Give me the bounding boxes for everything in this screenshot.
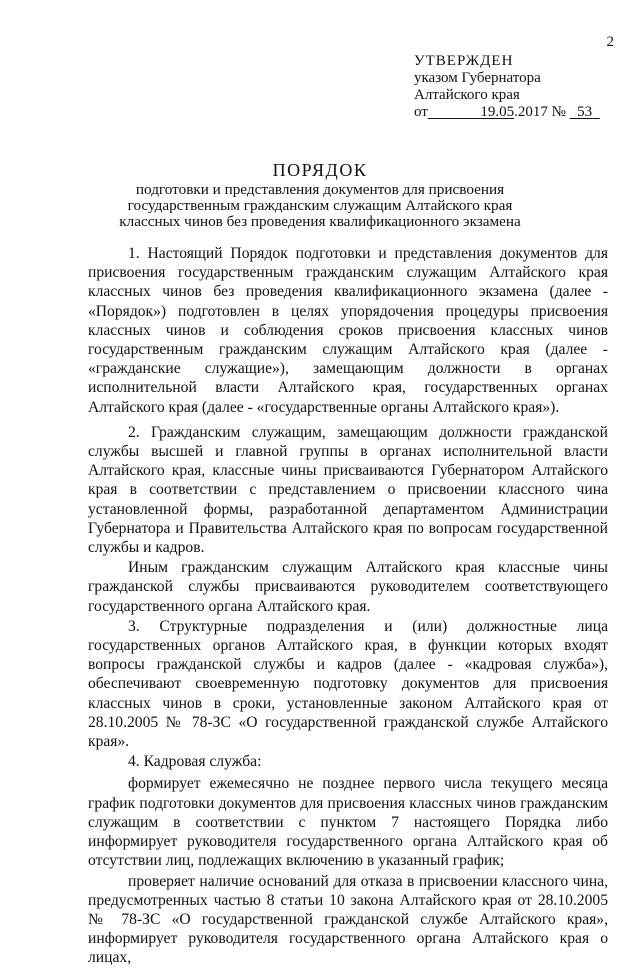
approval-date [428,104,514,120]
subtitle-line-1: подготовки и представления документов для присвоения [135,181,505,198]
paragraph-4-heading: 4. Кадровая служба: [128,753,262,771]
paragraph-4-item-2: проверяет наличие оснований для отказа в присвоении классного чина, предусмотренных частью 8 статьи 10 закона Алтайского края от 28.10.2005 № 78-ЗС «О государственной гражданской службе Алтайского края», информирует руководителя государственного органа Алтайского края о лицах, [88,872,608,967]
approval-year: .2017 № [514,104,566,120]
approval-date-prefix: от [414,104,428,120]
approval-date-line [414,104,600,121]
page-number: 2 [606,34,614,50]
document-body [88,244,608,969]
approval-heading: УТВЕРЖДЕН [414,53,514,69]
subtitle-line-2: государственным гражданским служащим Алтайского края [127,197,513,214]
paragraph-4-item-1: формирует ежемесячно не позднее первого числа текущего месяца график подготовки документов для присвоения классных чинов гражданским служащим в соответствии с пунктом 7 настоящего Порядка либо информирует руководителя государственного органа Алтайского края об отсутствии лиц, подлежащих включению в указанный график; [88,775,608,870]
paragraph-3: 3. Структурные подразделения и (или) должностные лица государственных органов Алтайского края, в функции которых входят вопросы гражданской службы и кадров (далее - «кадровая служба»), обеспечивают своевременную подготовку документов для присвоения классных чинов в сроки, установленные законом Алтайского края от 28.10.2005 № 78-ЗС «О государственной гражданской службе Алтайского края». [88,617,608,751]
document-title: ПОРЯДОК [272,160,368,180]
approval-region-line: Алтайского края [414,87,520,103]
approval-decree-line: указом Губернатора [414,70,541,86]
approval-number [570,104,600,120]
approval-date-value: 19.05 [480,104,515,120]
paragraph-2-continued: Иным гражданским служащим Алтайского края классные чины гражданской службы присваиваются руководителем соответствующего государственного органа Алтайского края. [88,559,608,615]
paragraph-2: 2. Гражданским служащим, замещающим должности гражданской службы высшей и главной группы в органах исполнительной власти Алтайского края, классные чины присваиваются Губернатором Алтайского края в соответствии с представлением о присвоении классного чина установленной формы, разработанной департаментом Администрации Губернатора и Правительства Алтайского края по вопросам государственной службы и кадров. [88,423,608,557]
paragraph-1: 1. Настоящий Порядок подготовки и представления документов для присвоения государственным гражданским служащим Алтайского края классных чинов без проведения квалификационного экзамена (далее - «Порядок») подготовлен в целях упорядочения процедуры присвоения классных чинов и соблюдения сроков присвоения классных чинов государственным гражданским служащим Алтайского края (далее - «гражданские служащие»), замещающим должности в органах исполнительной власти Алтайского края, государственных органах Алтайского края (далее - «государственные органы Алтайского края»). [88,245,608,416]
approval-number-value: 53 [577,104,593,120]
subtitle-line-3: классных чинов без проведения квалификационного экзамена [119,213,521,230]
title-block [0,160,640,230]
approval-stamp [414,53,600,121]
